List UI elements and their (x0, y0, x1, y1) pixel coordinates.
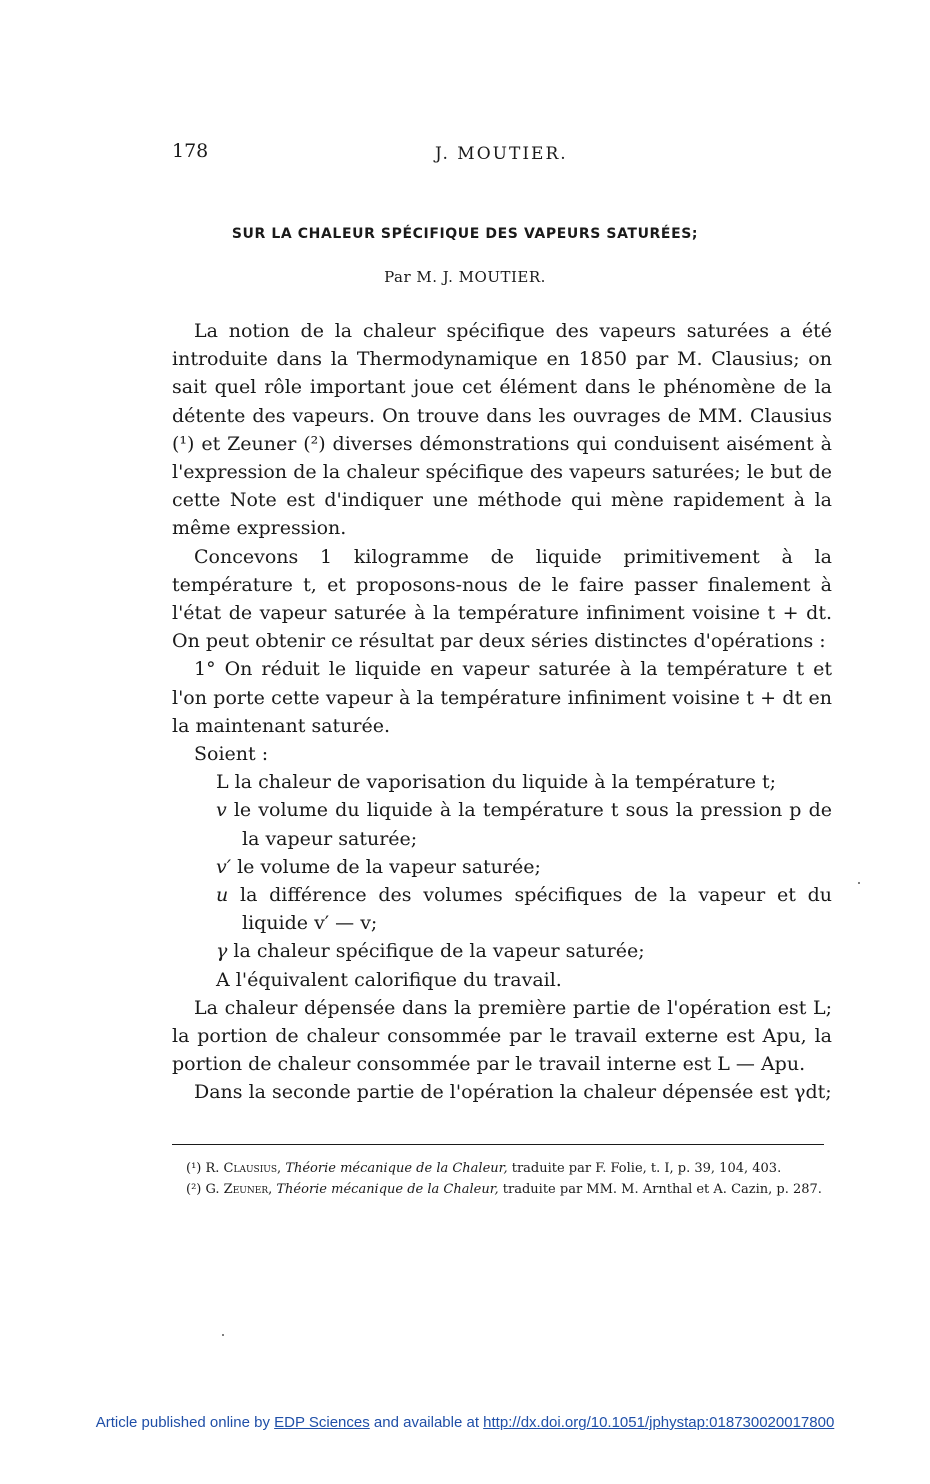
article-body (172, 317, 832, 1107)
paragraph-heat-second-part: Dans la seconde partie de l'opération la chaleur dépensée est γdt; (194, 1081, 832, 1104)
paragraph-intro (172, 317, 832, 543)
definition-item (216, 796, 832, 852)
definition-item (216, 881, 832, 937)
publication-footer (0, 1414, 930, 1431)
doi-link[interactable]: http://dx.doi.org/10.1051/jphystap:018730020017800 (483, 1414, 835, 1431)
definition-symbol: u (216, 884, 229, 907)
paragraph-intro-mid: et Zeuner (194, 432, 297, 455)
article-title: SUR LA CHALEUR SPÉCIFIQUE DES VAPEURS SATURÉES; (231, 226, 699, 242)
footnote-work: Théorie mécanique de la Chaleur, (285, 1161, 508, 1176)
definition-item (216, 937, 832, 965)
footnote-author: G. Zeuner, (205, 1182, 273, 1197)
footnote-1 (172, 1158, 826, 1179)
definition-symbol: A (216, 968, 230, 991)
footnote-rest: traduite par F. Folie, t. I, p. 39, 104, 403. (511, 1161, 782, 1176)
footnote-2 (172, 1179, 826, 1200)
paragraph-soient: Soient : (194, 743, 269, 766)
definition-symbol: v′ (216, 855, 232, 878)
paragraph-concevons: Concevons 1 kilogramme de liquide primitivement à la température t, et proposons-nous de le faire passer finalement à l'état de vapeur saturée à la température infiniment voisine t + dt. On peut obtenir ce résultat par deux séries distinctes d'opérations : (172, 545, 832, 653)
footnote-ref-2[interactable]: (²) (303, 432, 326, 455)
definition-text: le volume de la vapeur saturée; (237, 855, 541, 878)
definition-text: la chaleur de vaporisation du liquide à la température t; (234, 771, 777, 794)
footer-prefix: Article published online by (95, 1414, 275, 1431)
definition-item (216, 768, 832, 796)
footnote-mark: (²) (186, 1182, 202, 1197)
footnotes (172, 1158, 826, 1200)
definition-text: l'équivalent calorifique du travail. (235, 968, 562, 991)
footnote-work: Théorie mécanique de la Chaleur, (276, 1182, 499, 1197)
definition-text: la chaleur spécifique de la vapeur saturée; (233, 940, 645, 963)
scan-speck (858, 882, 860, 884)
definition-item (216, 853, 832, 881)
byline: Par M. J. MOUTIER. (384, 268, 546, 286)
publisher-link[interactable]: EDP Sciences (274, 1414, 370, 1431)
scan-speck (222, 1334, 224, 1336)
footnote-ref-1[interactable]: (¹) (172, 432, 195, 455)
definition-text: le volume du liquide à la température t sous la pression p de la vapeur saturée; (233, 799, 832, 850)
definition-list (172, 768, 832, 994)
paragraph-intro-end: diverses démonstrations qui conduisent aisément à l'expression de la chaleur spécifique des vapeurs saturées; le but de cette Note est d'indiquer une méthode qui mène rapidement à la même expression. (172, 432, 832, 540)
paragraph-heat-first-part: La chaleur dépensée dans la première partie de l'opération est L; la portion de chaleur consommée par le travail externe est Apu, la portion de chaleur consommée par le travail interne est L — Apu. (172, 996, 832, 1076)
definition-symbol: γ (216, 940, 228, 963)
definition-text: la différence des volumes spécifiques de la vapeur et du liquide v′ — v; (240, 884, 832, 935)
paragraph-intro-text: La notion de la chaleur spécifique des vapeurs saturées a été introduite dans la Thermodynamique en 1850 par M. Clausius; on sait quel rôle important joue cet élément dans le phénomène de la détente des vapeurs. On trouve dans les ouvrages de MM. Clausius (172, 320, 832, 427)
footnote-author: R. Clausius, (205, 1161, 282, 1176)
paragraph-step-one: 1° On réduit le liquide en vapeur saturée à la température t et l'on porte cette vapeur à la température infiniment voisine t + dt en la maintenant saturée. (172, 658, 832, 737)
definition-item (216, 966, 832, 994)
footer-middle: and available at (369, 1414, 484, 1431)
definition-symbol: v (216, 799, 227, 822)
running-head: J. MOUTIER. (435, 144, 568, 164)
page-number: 178 (172, 140, 209, 162)
footnote-mark: (¹) (186, 1161, 202, 1176)
footnote-divider (172, 1144, 824, 1145)
definition-symbol: L (216, 771, 229, 794)
footnote-rest: traduite par MM. M. Arnthal et A. Cazin, p. 287. (502, 1182, 822, 1197)
